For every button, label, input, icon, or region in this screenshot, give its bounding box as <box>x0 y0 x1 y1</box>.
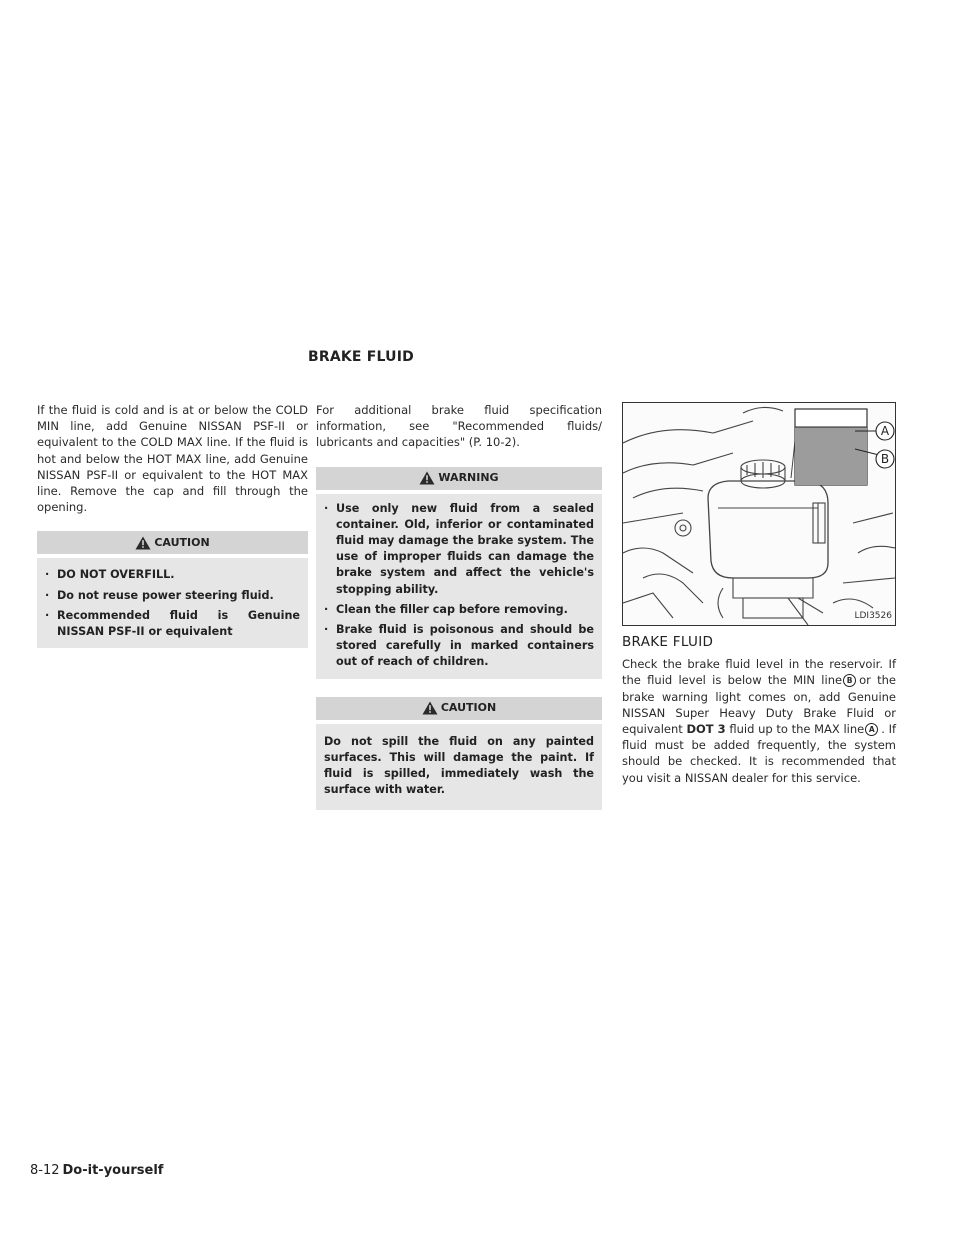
brake-reservoir-figure <box>622 402 896 626</box>
callout-b-label: B <box>880 452 890 466</box>
caution-title-bar <box>37 531 308 554</box>
warning-box <box>316 494 602 679</box>
caution-item: · Recommended fluid is Genuine NISSAN PSF-II or equivalent <box>45 608 300 639</box>
figure-code: LDI3526 <box>854 610 892 621</box>
section-header: BRAKE FLUID <box>308 349 414 365</box>
caution-box <box>37 558 308 648</box>
marker-b-icon: B <box>843 674 856 687</box>
marker-a-icon: A <box>865 723 878 736</box>
column-left <box>37 402 308 648</box>
warning-title-bar <box>316 467 602 490</box>
warning-item: · Use only new fluid from a sealed container. Old, inferior or contaminated fluid may damage the brake system. The use of improper fluids can damage the brake system and affect the vehicle's stopping ability. <box>324 501 594 596</box>
fluid-level <box>795 427 867 485</box>
caution-title-bar <box>316 697 602 720</box>
caution-title: CAUTION <box>154 535 210 549</box>
warning-triangle-icon <box>135 536 151 550</box>
footer-section: Do-it-yourself <box>62 1163 164 1178</box>
caution-text: Do not spill the fluid on any painted surfaces. This will damage the paint. If fluid is spilled, immediately wash the surface with water. <box>324 734 594 797</box>
power-steering-paragraph: If the fluid is cold and is at or below the COLD MIN line, add Genuine NISSAN PSF-II or equivalent to the COLD MAX line. If the fluid is hot and below the HOT MAX line, add Genuine NISSAN PSF-II or equivalent to the HOT MAX line. Remove the cap and fill through the opening. <box>37 403 308 515</box>
warning-triangle-icon <box>419 471 435 485</box>
callout-a-label: A <box>880 424 890 438</box>
page-number: 8-12 <box>30 1163 60 1178</box>
column-middle <box>316 402 602 810</box>
dot3-term: DOT 3 <box>686 722 726 737</box>
caution-item: · DO NOT OVERFILL. <box>45 568 175 582</box>
brake-fluid-paragraph: Check the brake fluid level in the reservoir. If the fluid level is below the MIN line B or the brake warning light comes on, add Genuine NISSAN Super Heavy Duty Brake Fluid or equivalent DOT 3 fluid up to the MAX line A . If fluid must be added frequently, the system should be checked. It is recommended that you visit a NISSAN dealer for this service. <box>622 657 897 785</box>
warning-title: WARNING <box>438 471 499 484</box>
brake-reservoir-illustration <box>623 403 895 625</box>
caution-box <box>316 724 602 811</box>
warning-item: · Clean the filler cap before removing. <box>324 602 568 616</box>
brake-fluid-heading: BRAKE FLUID <box>622 634 714 650</box>
column-right <box>622 402 896 786</box>
caution-title: CAUTION <box>440 701 497 715</box>
warning-triangle-icon <box>422 701 438 715</box>
caution-item: · Do not reuse power steering fluid. <box>45 588 274 602</box>
specification-paragraph: For additional brake fluid specification information, see "Recommended fluids/ lubricants and capacities" (P. 10-2). <box>316 403 602 450</box>
page-footer <box>30 1163 163 1178</box>
warning-item: · Brake fluid is poisonous and should be stored carefully in marked containers out of reach of children. <box>324 623 594 669</box>
